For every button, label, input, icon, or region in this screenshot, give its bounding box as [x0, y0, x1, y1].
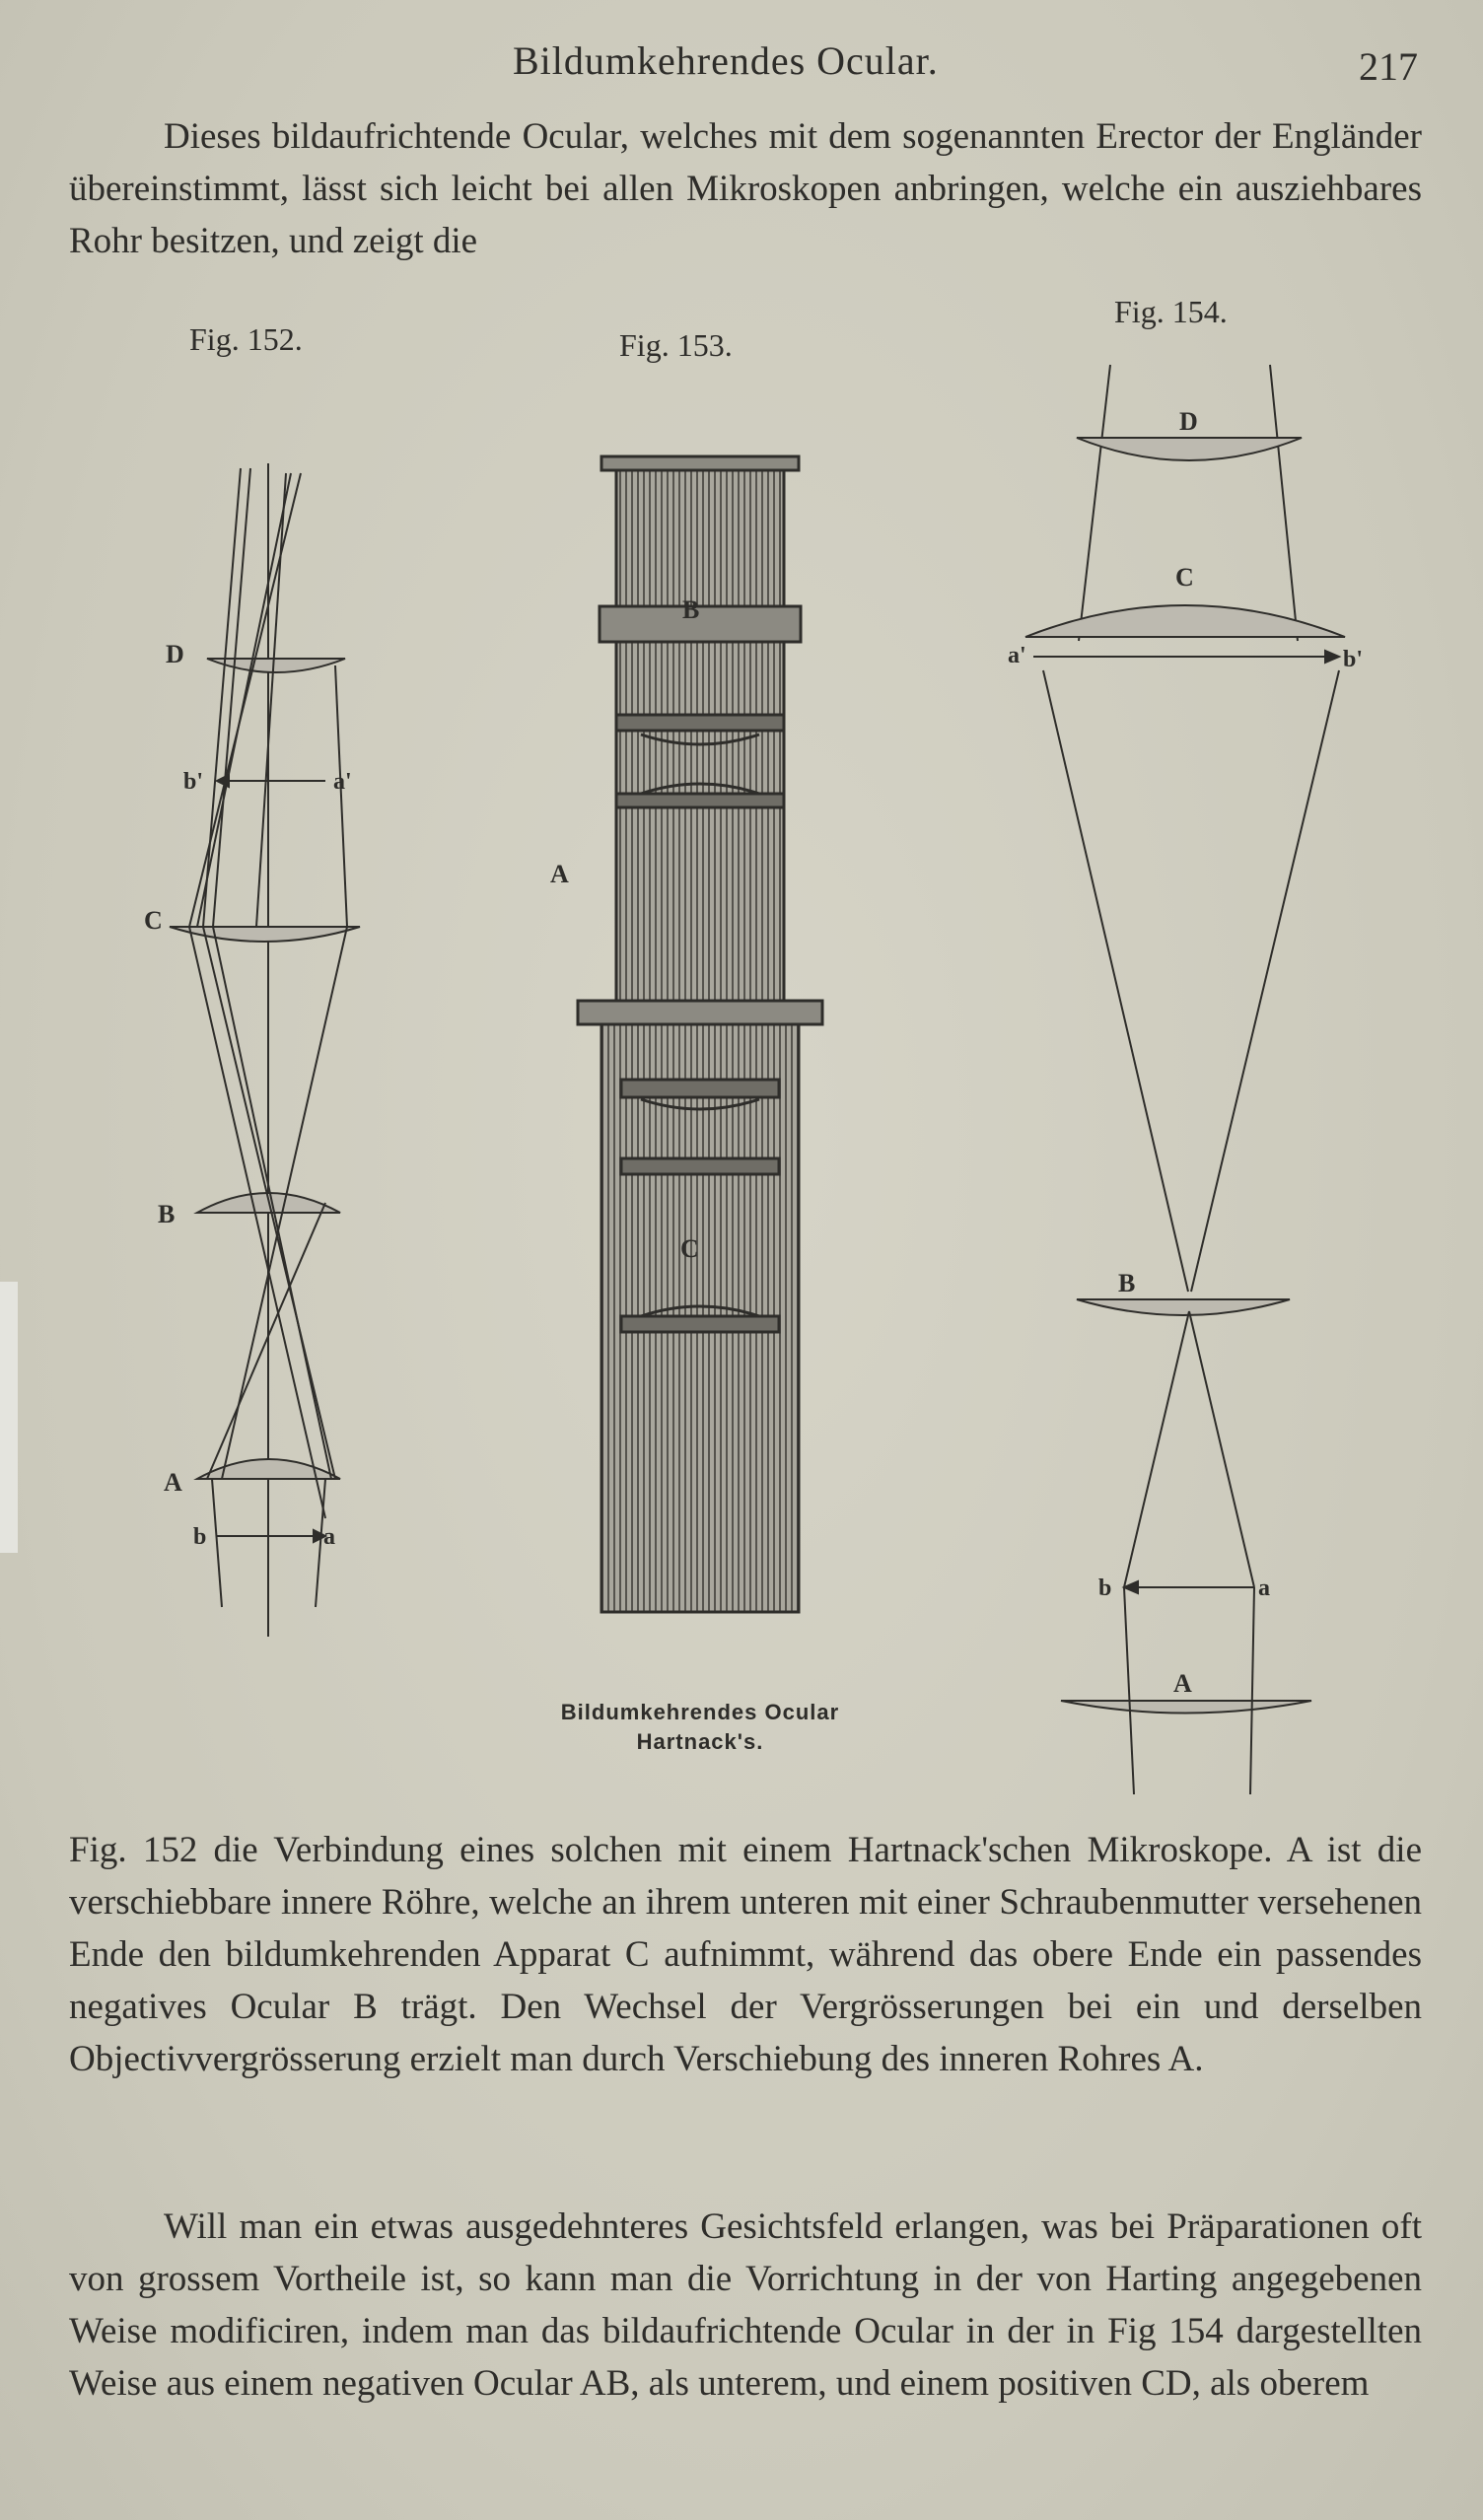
fig152-image-b-prime-label: b' — [183, 769, 204, 795]
fig152-lens-a-label: A — [164, 1468, 182, 1497]
fig153-caption — [493, 1698, 907, 1757]
fig153-part-c-label: C — [680, 1234, 699, 1263]
fig153-caption-line1: Bildumkehrendes Ocular — [560, 1700, 840, 1724]
fig154-lens-c-label: C — [1175, 563, 1194, 592]
page-number: 217 — [1359, 44, 1418, 89]
fig152-image-a-label: a — [323, 1524, 335, 1550]
fig154-image-a-label: a — [1258, 1575, 1270, 1601]
fig153-caption-line2: Hartnack's. — [636, 1729, 764, 1754]
fig152-lens-b-label: B — [158, 1200, 176, 1228]
fig154-image-b-prime-label: b' — [1343, 647, 1364, 672]
bottom-paragraph-text: Will man ein etwas ausgedehnteres Gesichtsfeld erlangen, was bei Präparationen oft von grossem Vortheile ist, so kann man die Vorrichtung in der von Harting angegebenen Weise modificiren, indem man das bildaufrichtende Ocular in der in Fig 154 dargestellten Weise aus einem negativen Ocular AB, als unterem, und einem positiven CD, als oberem — [69, 2206, 1422, 2404]
fig154-lens-b-label: B — [1118, 1269, 1136, 1297]
fig154-label: Fig. 154. — [1114, 294, 1228, 329]
fig154-lens-d-label: D — [1179, 407, 1198, 436]
fig152-lens-c-label: C — [144, 906, 163, 935]
running-title: Bildumkehrendes Ocular. — [513, 38, 939, 83]
bottom-paragraph — [69, 2201, 1422, 2410]
page-edge-strip — [0, 1282, 18, 1553]
fig152-lens-d-label: D — [166, 640, 184, 668]
fig154-lens-a-label: A — [1173, 1669, 1192, 1698]
fig153-part-a-label: A — [550, 860, 569, 888]
fig154-image-b-label: b — [1098, 1575, 1112, 1601]
fig153-ocular-drawing — [550, 449, 828, 1632]
fig152-image-a-prime-label: a' — [333, 769, 352, 795]
middle-paragraph-text: Fig. 152 die Verbindung eines solchen mit einem Hartnack'schen Mikroskope. A ist die verschiebbare innere Röhre, welche an ihrem unteren mit einer Schraubenmutter versehenen Ende den bildumkehrenden Apparat C aufnimmt, während das obere Ende ein passendes negatives Ocular B trägt. Den Wechsel der Vergrösserungen bei ein und derselben Objectivvergrösserung erzielt man durch Verschiebung des inneren Rohres A. — [69, 1830, 1422, 2079]
fig154-image-a-prime-label: a' — [1008, 643, 1026, 668]
middle-paragraph — [69, 1824, 1422, 2085]
fig152-label: Fig. 152. — [189, 321, 303, 357]
fig152-image-b-label: b — [193, 1524, 207, 1550]
top-paragraph-text: Dieses bildaufrichtende Ocular, welches mit dem sogenannten Erector der Engländer übereinstimmt, lässt sich leicht bei allen Mikroskopen anbringen, welche ein ausziehbares Rohr besitzen, und zeigt die — [69, 116, 1422, 261]
fig153-label: Fig. 153. — [619, 327, 733, 363]
page-header — [0, 37, 1483, 97]
top-paragraph — [69, 110, 1422, 267]
fig153-part-b-label: B — [682, 595, 700, 624]
fig154-ray-diagram — [996, 355, 1410, 1804]
fig152-ray-diagram — [138, 454, 394, 1666]
